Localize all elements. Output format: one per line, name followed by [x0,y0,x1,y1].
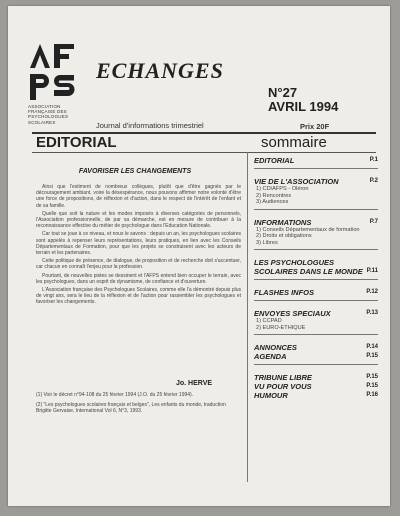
article-paragraph: Cette politique de présence, de dialogue, de proposition et de recherche doit s'accentuer, car chacun en connaît l'enjeu pour la profession. [36,258,241,271]
footnote: (2) "Les psychologues scolaires français et belges", Les enfants du monde, traduction Brigitte Gervaise, International Vol 6, N°3, 1993. [36,402,226,415]
toc-page: P.1 [369,157,378,163]
toc-divider [254,279,378,280]
toc-page: P.7 [369,218,378,225]
logo-caption: ASSOCIATION FRANÇAISE DES PSYCHOLOGUES SCOLAIRES [28,104,69,125]
journal-cover-page [8,6,390,506]
afps-logo [28,42,80,104]
toc-divider [254,209,378,210]
article-body [36,184,241,308]
article-paragraph: Pourtant, de nouvelles pistes se dessinent et l'AFPS entend bien occuper le terrain, avec les psychologues, dans un esprit de dynamisme, de confiance et d'ouverture. [36,272,241,285]
toc-subitem: 1) CCPAD [256,318,282,324]
toc-divider [254,249,378,250]
toc-title: AGENDA [254,352,287,361]
editorial-heading: EDITORIAL [36,134,117,151]
toc-page: P.15 [366,353,378,359]
table-of-contents [254,156,378,408]
toc-divider [254,168,378,169]
summary-heading: sommaire [261,134,327,151]
toc-title: ENVOYES SPECIAUX [254,309,331,318]
toc-divider [254,334,378,335]
article-paragraph: Car tout se joue à ce niveau, et nous le savons : depuis un an, les psychologues scolaires sont appelés à repenser leurs représentations, leurs pratiques, en lien avec les Conseils Départementaux de Formation, pour que les projets se construisent avec les acteurs de terrain et les partenaires. [36,231,242,257]
toc-entry [254,343,378,365]
toc-divider [254,300,378,301]
toc-entry [254,156,378,169]
toc-title: TRIBUNE LIBRE [254,373,312,382]
toc-title: EDITORIAL [254,156,295,165]
article-paragraph: Ainsi que l'estiment de nombreux collègues, plutôt que d'être gagnés par le découragement ambiant, voire la désespérance, nous pouvons affirmer notre volonté d'être une force de propositions, de réflexion et d'action, dans le respect de l'intérêt de l'enfant et de sa famille. [36,184,241,209]
toc-entry [254,258,378,280]
journal-title: ECHANGES [96,58,224,83]
toc-page: P.14 [366,344,378,350]
toc-title: ANNONCES [254,343,297,352]
toc-subitem: 2) Rencontres [256,192,292,199]
toc-page: P.13 [366,310,378,316]
toc-page: P.15 [366,383,378,389]
toc-entry [254,309,378,335]
price-label: Prix 20F [300,122,330,131]
toc-subitem: 3) Libres [256,239,278,246]
toc-title: LES PSYCHOLOGUES SCOLAIRES DANS LE MONDE [254,258,363,276]
toc-entry [254,288,378,301]
issue-number: N°27 [268,85,298,100]
toc-entry [254,373,378,400]
toc-divider [254,364,378,365]
footnote: (1) Voir le décret n°94-108 du 25 février 1994 (J.O. du 25 février 1994). [36,392,194,398]
toc-title: FLASHES INFOS [254,288,315,297]
column-divider [247,152,248,482]
toc-page: P.2 [369,178,378,184]
toc-page: P.11 [366,268,378,274]
issue-info [268,86,338,114]
toc-title: VU POUR VOUS [254,382,312,391]
toc-page: P.12 [366,289,378,295]
article-footnotes [36,392,241,419]
toc-subitem: 1) Conseils Départementaux de formation [256,226,360,233]
toc-subitem: 2) EURO-ETHIQUE [256,324,306,331]
toc-page: P.16 [366,392,378,398]
issue-date: AVRIL 1994 [268,99,339,114]
article-paragraph: Quelle que soit la nature et les modes imposés à diverses catégories de personnels, l'Association professionnelle, de par sa démarche, est en mesure de contribuer à la reconnaissance effective du métier de psychologue dans l'Education Nationale. [36,210,241,230]
toc-title: VIE DE L'ASSOCIATION [254,177,339,186]
article-paragraph: L'Association française des Psychologues Scolaires, comme elle l'a démontré depuis plus de vingt ans, sera le lieu de la réflexion et de l'action pour rassembler les psychologues et favoriser les changements. [36,287,241,306]
toc-page: P.15 [366,374,378,380]
journal-subtitle: Journal d'informations trimestriel [96,121,204,130]
toc-subitem: 3) Audiences [256,199,289,205]
article-title: FAVORISER LES CHANGEMENTS [78,168,192,175]
article-signature: Jo. HERVE [176,380,213,387]
toc-title: HUMOUR [254,391,288,400]
section-rule [32,152,376,153]
toc-entry [254,177,378,210]
toc-entry [254,218,378,251]
toc-title: INFORMATIONS [254,217,312,227]
toc-subitem: 1) CD/AFPS - Oléron [256,186,309,192]
toc-subitem: 2) Droits et obligations [256,233,312,239]
